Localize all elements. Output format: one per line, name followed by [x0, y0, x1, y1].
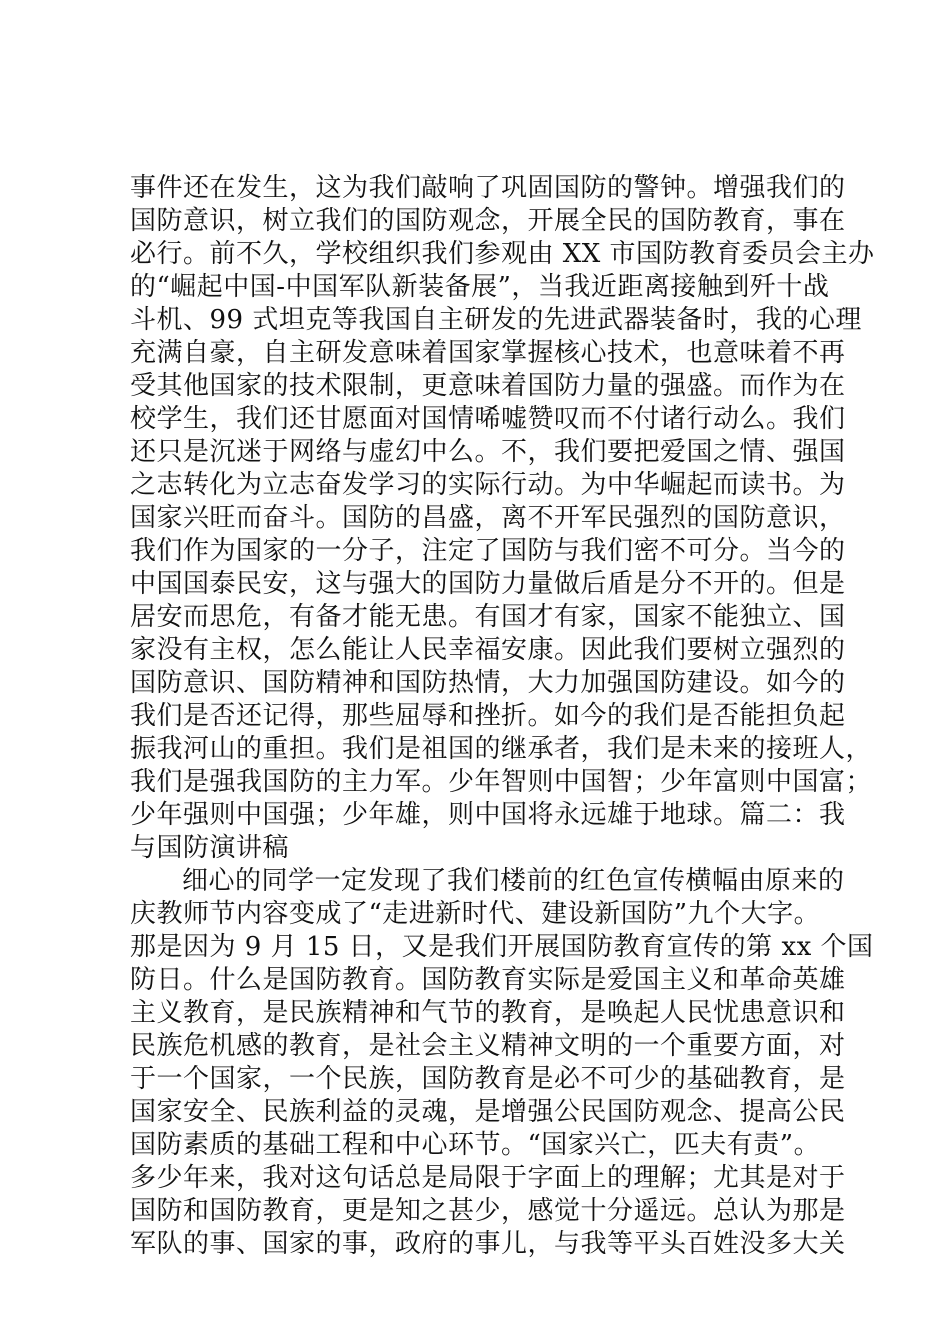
text-line: 国防素质的基础工程和中心环节。“国家兴亡，匹夫有责”。 [130, 1130, 821, 1160]
body-text [130, 172, 875, 1261]
text-line: 必行。前不久，学校组织我们参观由 XX 市国防教育委员会主办 [130, 239, 875, 269]
text-line: 我们作为国家的一分子，注定了国防与我们密不可分。当今的 [130, 536, 846, 566]
text-line: 国家安全、民族利益的灵魂，是增强公民国防观念、提高公民 [130, 1097, 846, 1127]
text-line: 少年强则中国强；少年雄，则中国将永远雄于地球。篇二：我 [130, 800, 846, 830]
text-line: 国防意识、国防精神和国防热情，大力加强国防建设。如今的 [130, 668, 846, 698]
text-line: 的“崛起中国-中国军队新装备展”，当我近距离接触到歼十战 [130, 272, 830, 302]
text-line: 校学生，我们还甘愿面对国情唏嘘赞叹而不付诸行动么。我们 [130, 404, 846, 434]
text-line: 之志转化为立志奋发学习的实际行动。为中华崛起而读书。为 [130, 470, 846, 500]
text-line: 于一个国家，一个民族，国防教育是必不可少的基础教育，是 [130, 1064, 846, 1094]
text-line: 军队的事、国家的事，政府的事儿，与我等平头百姓没多大关 [130, 1229, 846, 1259]
paragraph-start-line: 细心的同学一定发现了我们楼前的红色宣传横幅由原来的 [182, 866, 845, 896]
text-line: 中国国泰民安，这与强大的国防力量做后盾是分不开的。但是 [130, 569, 846, 599]
text-line: 我们是否还记得，那些屈辱和挫折。如今的我们是否能担负起 [130, 701, 846, 731]
text-line: 庆教师节内容变成了“走进新时代、建设新国防”九个大字。 [130, 899, 821, 929]
text-line: 与国防演讲稿 [130, 833, 290, 863]
text-line: 事件还在发生，这为我们敲响了巩固国防的警钟。增强我们的 [130, 173, 846, 203]
text-line: 还只是沉迷于网络与虚幻中么。不，我们要把爱国之情、强国 [130, 437, 846, 467]
text-line: 国防和国防教育，更是知之甚少，感觉十分遥远。总认为那是 [130, 1196, 846, 1226]
text-line: 主义教育，是民族精神和气节的教育，是唤起人民忧患意识和 [130, 998, 846, 1028]
text-line: 充满自豪，自主研发意味着国家掌握核心技术，也意味着不再 [130, 338, 846, 368]
text-line: 那是因为 9 月 15 日，又是我们开展国防教育宣传的第 xx 个国 [130, 932, 874, 962]
text-line: 民族危机感的教育，是社会主义精神文明的一个重要方面，对 [130, 1031, 846, 1061]
text-line: 家没有主权，怎么能让人民幸福安康。因此我们要树立强烈的 [130, 635, 846, 665]
text-line: 受其他国家的技术限制，更意味着国防力量的强盛。而作为在 [130, 371, 846, 401]
text-line: 我们是强我国防的主力军。少年智则中国智；少年富则中国富； [130, 767, 873, 797]
text-line: 斗机、99 式坦克等我国自主研发的先进武器装备时，我的心理 [130, 305, 862, 335]
text-line: 振我河山的重担。我们是祖国的继承者，我们是未来的接班人， [130, 734, 873, 764]
text-line: 防日。什么是国防教育。国防教育实际是爱国主义和革命英雄 [130, 965, 846, 995]
text-line: 国防意识，树立我们的国防观念，开展全民的国防教育，事在 [130, 206, 846, 236]
text-line: 国家兴旺而奋斗。国防的昌盛，离不开军民强烈的国防意识， [130, 503, 846, 533]
text-line: 多少年来，我对这句话总是局限于字面上的理解；尤其是对于 [130, 1163, 846, 1193]
text-line: 居安而思危，有备才能无患。有国才有家，国家不能独立、国 [130, 602, 846, 632]
